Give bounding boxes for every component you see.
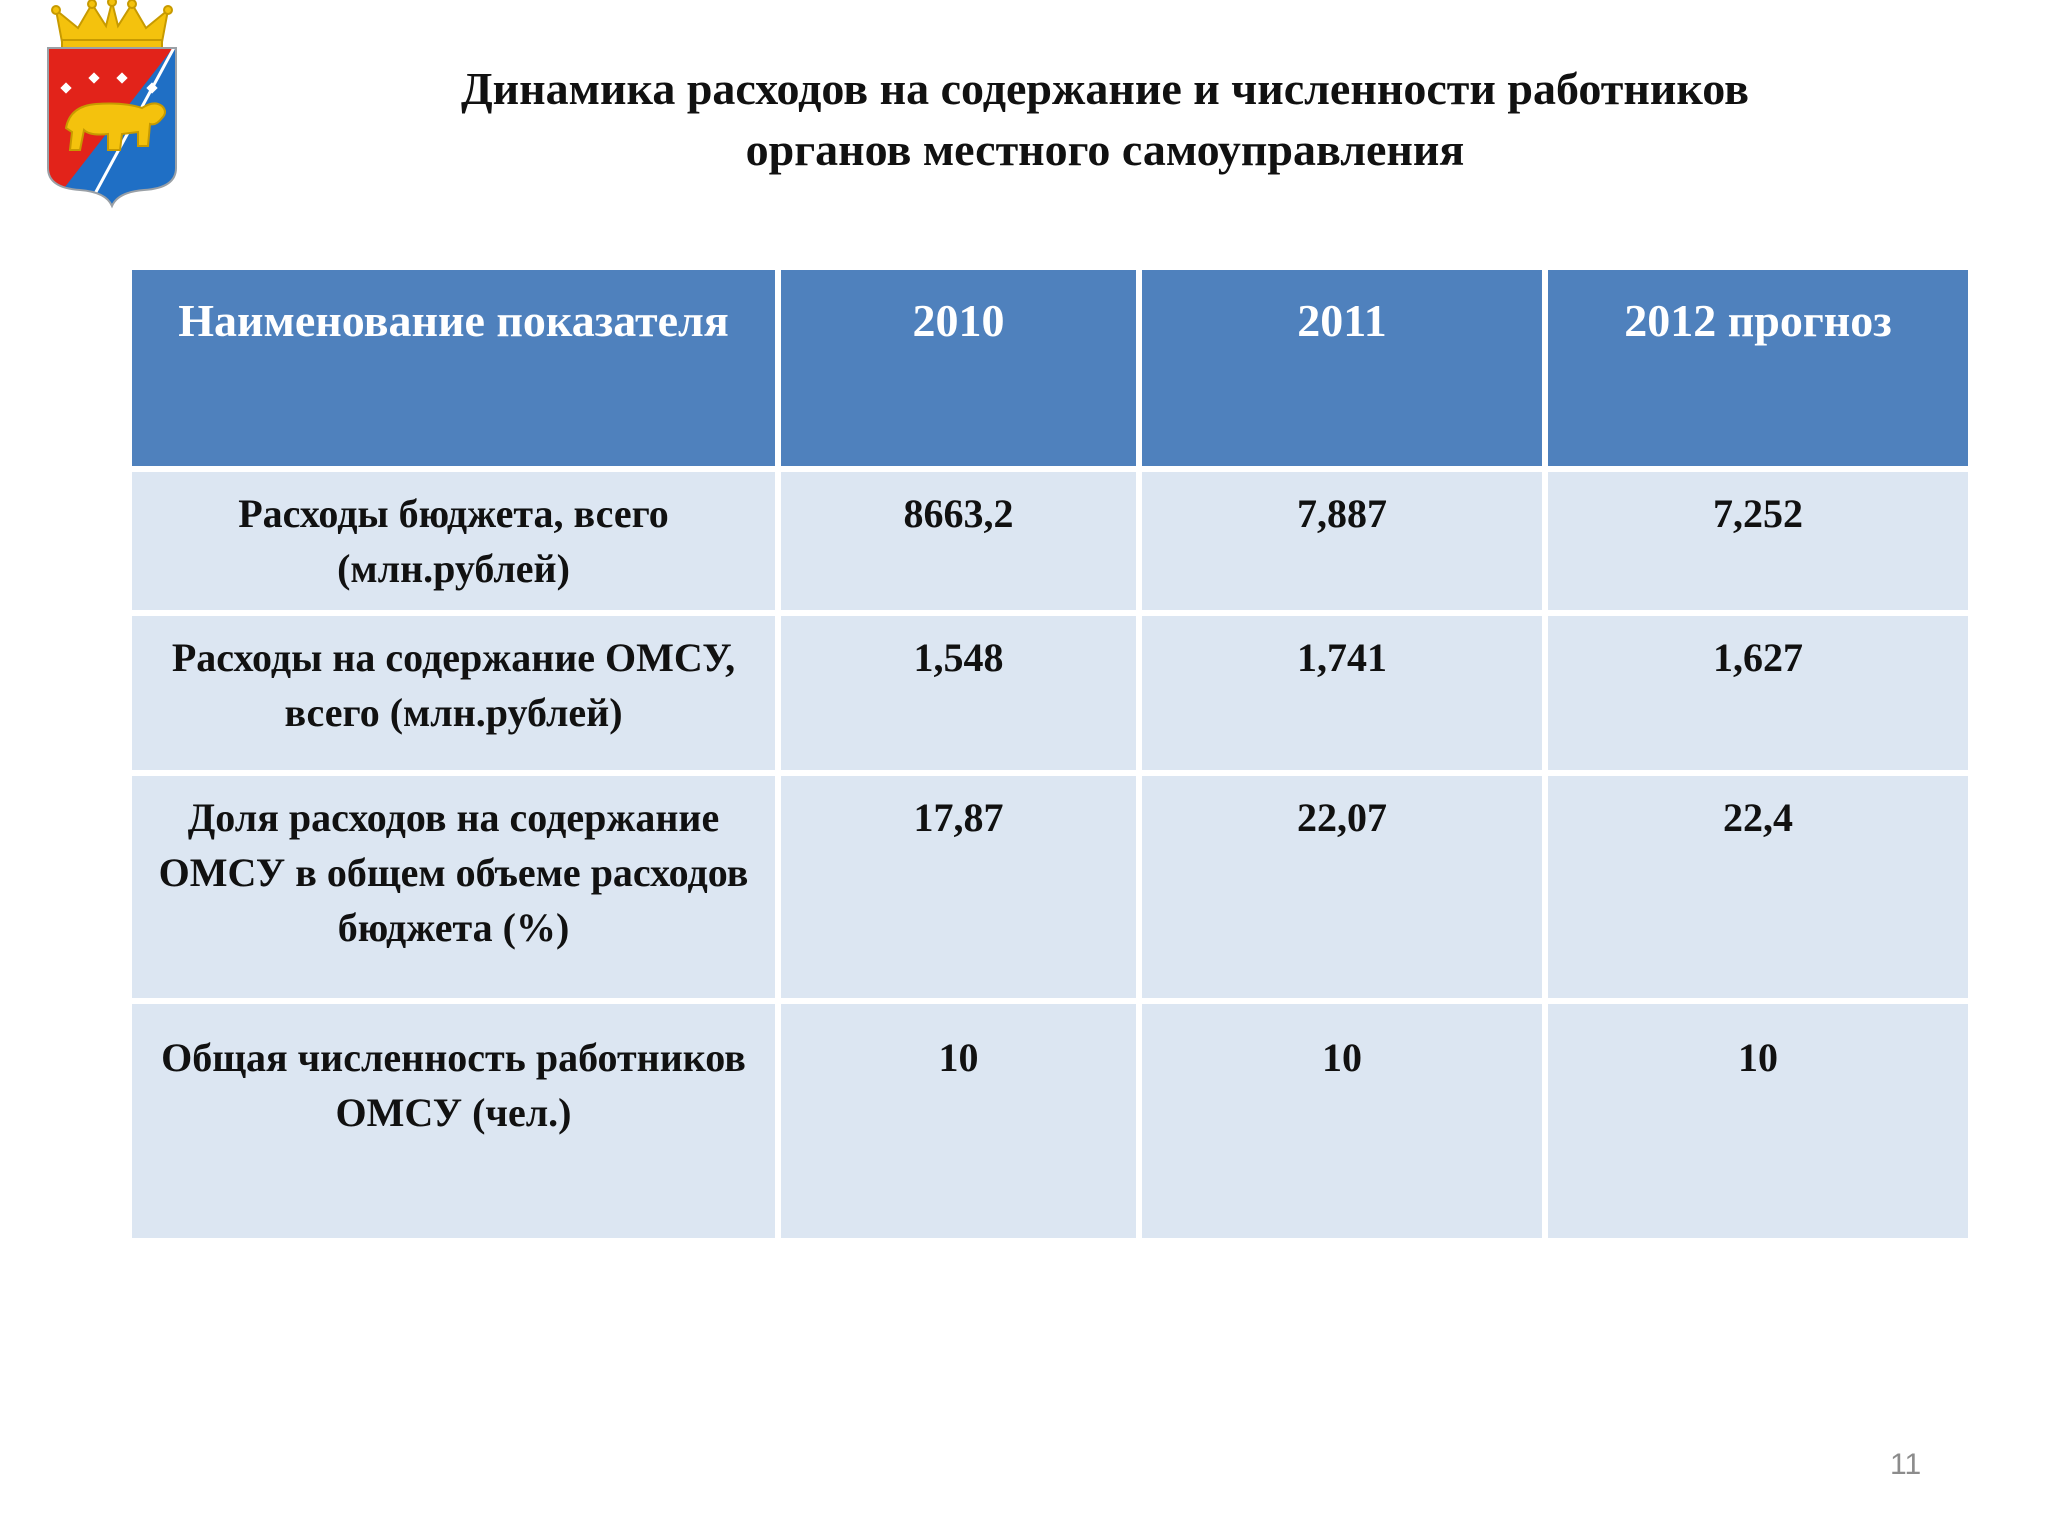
table-row — [132, 776, 1968, 998]
row-label: Расходы бюджета, всего (млн.рублей) — [132, 472, 775, 610]
table-header-row — [132, 270, 1968, 466]
cell-2011: 22,07 — [1142, 776, 1542, 998]
coat-of-arms-icon — [44, 0, 180, 210]
cell-2012: 7,252 — [1548, 472, 1968, 610]
cell-2012: 1,627 — [1548, 616, 1968, 770]
header-2010: 2010 — [781, 270, 1136, 466]
cell-2010: 8663,2 — [781, 472, 1136, 610]
cell-2010: 10 — [781, 1004, 1136, 1238]
row-label: Доля расходов на содержание ОМСУ в общем объеме расходов бюджета (%) — [132, 776, 775, 998]
cell-2011: 7,887 — [1142, 472, 1542, 610]
table-row — [132, 472, 1968, 610]
page-title-line-1: Динамика расходов на содержание и численности работников — [461, 63, 1749, 114]
cell-2011: 10 — [1142, 1004, 1542, 1238]
page-title-line-2: органов местного самоуправления — [745, 124, 1465, 175]
table-row — [132, 1004, 1968, 1238]
cell-2010: 1,548 — [781, 616, 1136, 770]
cell-2010: 17,87 — [781, 776, 1136, 998]
page-title — [330, 58, 1880, 180]
cell-2012: 22,4 — [1548, 776, 1968, 998]
header-indicator-name: Наименование показателя — [132, 270, 775, 466]
page-number: 11 — [1890, 1448, 1922, 1481]
header-2012-forecast: 2012 прогноз — [1548, 270, 1968, 466]
indicators-table — [126, 264, 1974, 1244]
cell-2012: 10 — [1548, 1004, 1968, 1238]
row-label: Расходы на содержание ОМСУ, всего (млн.рублей) — [132, 616, 775, 770]
header-2011: 2011 — [1142, 270, 1542, 466]
table-row — [132, 616, 1968, 770]
cell-2011: 1,741 — [1142, 616, 1542, 770]
row-label: Общая численность работников ОМСУ (чел.) — [132, 1004, 775, 1238]
